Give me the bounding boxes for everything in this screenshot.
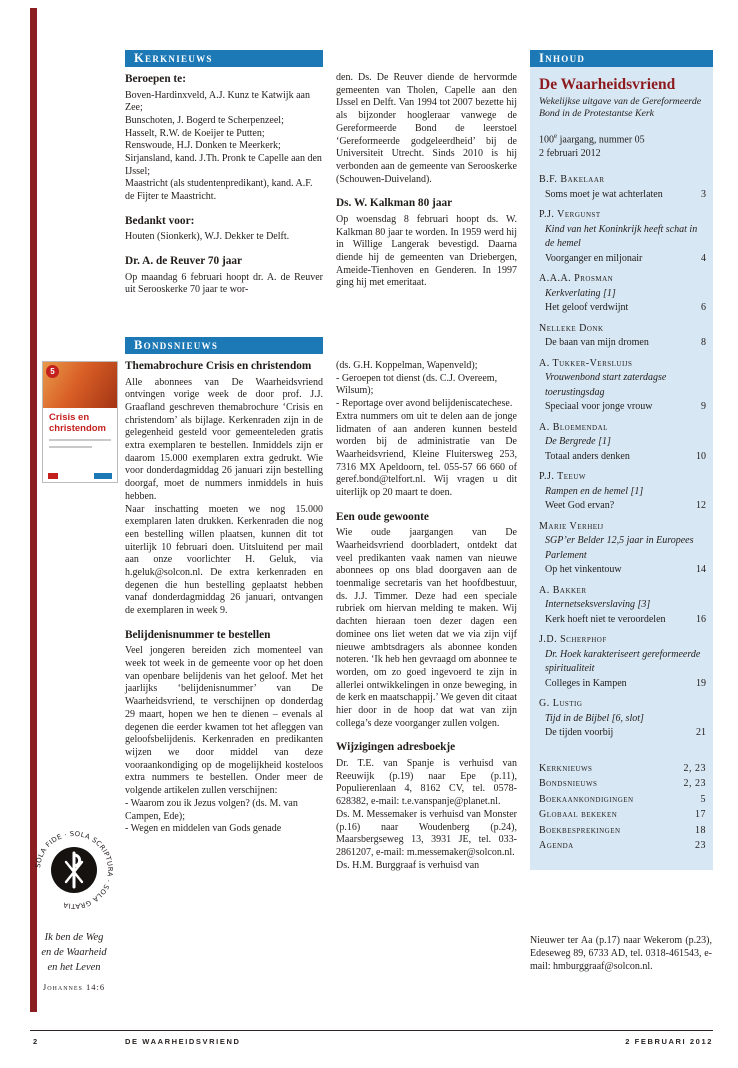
bondsnieuws-column-1 bbox=[125, 337, 323, 836]
toc-author: A. Tukker-Versluijs bbox=[539, 357, 633, 369]
article-heading-reuver: Dr. A. de Reuver 70 jaar bbox=[125, 255, 243, 268]
article-paragraph: Dr. T.E. van Spanje is verhuisd van Reeuwijk (p.19) naar Epe (p.11), Populierenlaan 4, 8162 CV, tel. 0578-628382, e-mail: t.e.vanspanje@planet.nl. bbox=[336, 757, 517, 808]
article-heading-adresboekje: Wijzigingen adresboekje bbox=[336, 741, 456, 754]
toc-page-number: 16 bbox=[696, 613, 706, 625]
footer-page-number: 2 bbox=[33, 1037, 39, 1046]
toc-subtitle: Dr. Hoek karakteriseert gereformeerde spiritualiteit bbox=[545, 648, 701, 675]
rubric-row: Agenda 23 bbox=[539, 840, 706, 852]
toc-entry bbox=[539, 633, 706, 691]
article-list-continuation: (ds. G.H. Koppelman, Wapenveld); bbox=[336, 360, 478, 371]
cover-red-mark bbox=[48, 473, 58, 479]
toc-entry bbox=[539, 520, 706, 578]
quote-line: en het Leven bbox=[47, 962, 101, 973]
bondsnieuws-column-2 bbox=[336, 360, 517, 872]
toc-entry bbox=[539, 357, 706, 415]
rubric-row: Bondsnieuws 2, 23 bbox=[539, 778, 706, 790]
article-heading-bedankt: Bedankt voor: bbox=[125, 214, 195, 227]
bible-quote bbox=[24, 930, 124, 995]
beroepen-item: Hasselt, R.W. de Koeijer te Putten; bbox=[125, 127, 265, 139]
issue-date: 2 februari 2012 bbox=[539, 147, 601, 159]
toc-title-line: Kerk hoeft niet te veroordelen 16 bbox=[539, 613, 706, 628]
toc-subtitle: Kind van het Koninkrijk heeft schat in de hemel bbox=[545, 223, 698, 250]
toc-entry bbox=[539, 584, 706, 628]
toc-author: Marie Verheij bbox=[539, 520, 604, 532]
beroepen-item: Boven-Hardinxveld, A.J. Kunz te Katwijk aan Zee; bbox=[125, 89, 310, 114]
article-heading-gewoonte: Een oude gewoonte bbox=[336, 510, 429, 523]
inhoud-sidebar bbox=[530, 50, 713, 870]
toc-page-number: 4 bbox=[701, 252, 706, 264]
article-paragraph: Extra nummers om uit te delen aan de jonge lidmaten of aan anderen kunnen besteld worden bij de administratie van De Waarheidsvriend, Kleine Fluitersweg 253, 7316 MX Apeldoorn, tel. 055-57 66 660 of geref.bond@telfort.nl. Wij vragen u dit uiterlijk op 20 maart te doen. bbox=[336, 410, 517, 499]
toc-title-line: De tijden voorbij 21 bbox=[539, 726, 706, 741]
footer-date: 2 FEBRUARI 2012 bbox=[625, 1037, 713, 1046]
toc-title-line: Soms moet je wat achterlaten 3 bbox=[539, 188, 706, 203]
toc-entry bbox=[539, 322, 706, 351]
toc-author: P.J. Teeuw bbox=[539, 471, 586, 483]
magazine-title: De Waarheidsvriend bbox=[539, 76, 676, 93]
toc-title-line: Voorganger en miljonair 4 bbox=[539, 252, 706, 267]
brochure-cover-thumbnail bbox=[42, 361, 118, 483]
toc-subtitle: Internetseksverslaving [3] bbox=[545, 599, 651, 611]
toc-author: A. Bakker bbox=[539, 584, 587, 596]
article-paragraph: Ds. H.M. Burggraaf is verhuisd van bbox=[336, 859, 480, 871]
article-list-item: - Geroepen tot dienst (ds. C.J. Overeem, Wilsum); bbox=[336, 372, 498, 397]
footer-magazine-name: DE WAARHEIDSVRIEND bbox=[125, 1037, 241, 1046]
address-note-continuation: Nieuwer ter Aa (p.17) naar Wekerom (p.23), Edeseweg 89, 6733 AD, tel. 0318-461543, e-mail: hmburggraaf@solcon.nl. bbox=[530, 935, 712, 972]
issue-info bbox=[539, 130, 706, 160]
article-list-item: - Reportage over avond belijdeniscatechese. bbox=[336, 398, 513, 410]
toc-author: A.A.A. Prosman bbox=[539, 273, 614, 285]
toc-rubrics bbox=[539, 761, 706, 854]
quote-source: Johannes 14:6 bbox=[42, 982, 106, 992]
rubric-row: Kerknieuws 2, 23 bbox=[539, 762, 706, 774]
article-heading-beroepen: Beroepen te: bbox=[125, 73, 186, 85]
issue-number-line: 100e jaargang, nummer 05 bbox=[539, 132, 645, 146]
beroepen-item: Maastricht (als studentenpredikant), kand. A.F. de Fijter te Maastricht. bbox=[125, 178, 313, 203]
article-heading-kalkman: Ds. W. Kalkman 80 jaar bbox=[336, 197, 453, 210]
kerknieuws-column-2 bbox=[336, 72, 517, 290]
section-header-bondsnieuws: Bondsnieuws bbox=[125, 337, 323, 354]
toc-page-number: 6 bbox=[701, 302, 706, 314]
article-paragraph: Naar inschatting moeten we nog 15.000 exemplaren laten drukken. Kerkenraden die nog een bestelling willen plaatsen, kunnen dit tot uiterlijk 10 februari doen. Uitsluitend per mail aan onze voorlichter H. Geluk, via h.geluk@solcon.nl. De extra kerkenraden en degenen die hun bestelling geplaatst hebben vanaf donderdagmiddag 26 januari, ontvangen de exemplaren in week 9. bbox=[125, 503, 323, 617]
cover-blue-mark bbox=[94, 473, 112, 479]
toc-subtitle: De Bergrede [1] bbox=[545, 436, 611, 448]
logo-ring-text: SOLA FIDE · SOLA SCRIPTURA · SOLA GRATIA bbox=[34, 829, 115, 911]
rubric-row: Boekbesprekingen 18 bbox=[539, 824, 706, 836]
toc-page-number: 9 bbox=[701, 401, 706, 413]
toc-entry bbox=[539, 272, 706, 316]
gereformeerde-bond-logo bbox=[30, 826, 118, 914]
toc-title-line: Op het vinkentouw 14 bbox=[539, 563, 706, 578]
bedankt-item: Houten (Sionkerk), W.J. Dekker te Delft. bbox=[125, 231, 290, 243]
toc-page-number: 19 bbox=[696, 677, 706, 689]
toc-entry bbox=[539, 697, 706, 741]
kerknieuws-column-1 bbox=[125, 50, 323, 297]
cover-footer-marks bbox=[48, 473, 112, 479]
toc-subtitle: SGP’er Belder 12,5 jaar in Europees Parlement bbox=[545, 535, 694, 561]
toc-subtitle: Kerkverlating [1] bbox=[545, 287, 616, 299]
toc-title-line: Totaal anders denken 10 bbox=[539, 450, 706, 465]
toc-page-number: 3 bbox=[701, 188, 706, 200]
article-heading-belijdenisnummer: Belijdenisnummer te bestellen bbox=[125, 628, 271, 641]
inhoud-panel bbox=[530, 67, 713, 870]
toc-author: G. Lustig bbox=[539, 698, 583, 710]
toc-title-line: Colleges in Kampen 19 bbox=[539, 677, 706, 692]
toc-page-number: 8 bbox=[701, 337, 706, 349]
article-paragraph: Alle abonnees van De Waarheidsvriend ontvingen vorige week de door prof. J.J. Graafland geschreven themabrochure ‘Crisis en christendom’ als bijlage. Kerkenraden zijn in de gelegenheid gesteld voor gemeenteleden gratis extra exemplaren te bestellen. Inmiddels zijn er daarom 15.000 exemplaren extra gedrukt. Wie voor donderdagmiddag 26 januari zijn bestelling doorgaf, moet de nummers inmiddels in huis hebben. bbox=[125, 376, 323, 502]
beroepen-item: Sirjansland, kand. J.Th. Pronk te Capelle aan den IJssel; bbox=[125, 153, 322, 177]
toc-title-line: Het geloof verdwijnt 6 bbox=[539, 301, 706, 316]
toc-page-number: 12 bbox=[696, 500, 706, 512]
toc-author: A. Bloemendal bbox=[539, 421, 608, 433]
article-heading-themabrochure: Themabrochure Crisis en christendom bbox=[125, 360, 312, 372]
rubric-row: Globaal bekeken 17 bbox=[539, 809, 706, 821]
article-paragraph: Ds. M. Messemaker is verhuisd van Monster (p.16) naar Woudenberg (p.24), Maarsbergseweg 13, 3931 JE, tel. 033-2861207, e-mail: m.messemaker@solcon.nl. bbox=[336, 808, 517, 858]
toc-subtitle: Tijd in de Bijbel [6, slot] bbox=[545, 712, 644, 724]
cover-issue-badge: 5 bbox=[46, 365, 59, 378]
toc-author: J.D. Scherphof bbox=[539, 634, 607, 646]
cover-photo bbox=[43, 362, 117, 408]
magazine-subtitle: Wekelijkse uitgave van de Gereformeerde Bond in de Protestantse Kerk bbox=[539, 96, 702, 119]
cover-title: Crisis en christendom bbox=[49, 412, 107, 434]
quote-line: Ik ben de Weg bbox=[44, 932, 104, 943]
toc-entry bbox=[539, 208, 706, 266]
article-list-item: - Wegen en middelen van Gods genade bbox=[125, 823, 282, 835]
article-paragraph: Op woensdag 8 februari hoopt ds. W. Kalkman 80 jaar te worden. In 1959 werd hij in Willige Langerak bevestigd. Daarna diende hij de gemeenten van Driebergen, Ameide-Tienhoven en Genderen. In 1997 ging hij met emeritaat. bbox=[336, 213, 517, 289]
rubric-row: Boekaankondigingen 5 bbox=[539, 793, 706, 805]
toc-entry bbox=[539, 421, 706, 465]
toc-entry bbox=[539, 173, 706, 202]
section-header-kerknieuws: Kerknieuws bbox=[125, 50, 323, 67]
toc-page-number: 10 bbox=[696, 450, 706, 462]
beroepen-item: Bunschoten, J. Bogerd te Scherpenzeel; bbox=[125, 114, 284, 126]
toc-title-line: Speciaal voor jonge vrouw 9 bbox=[539, 400, 706, 415]
toc-subtitle: Rampen en de hemel [1] bbox=[545, 485, 644, 497]
article-paragraph: Wie oude jaargangen van De Waarheidsvriend doorbladert, ontdekt dat veel predikanten vaak namen van nieuwe abonnees op ons blad doorgaven aan de toenmalige secretaris van het hoofdbestuur, ds. J.J. Timmer. Deze had een speciale rubriek om hiervan melding te maken. Wij dachten hieraan toen dezer dagen een dominee ons liet weten dat we via zijn vijf nieuwe ambtsdragers als abonnee konden noteren. ‘Ik heb hen gevraagd om abonnee te worden, om zo goed ingevoerd te zijn in allerlei ontwikkelingen in onze beweging, in de kerk en maatschappij.’ We geven dit citaat hier door in de hoop dat wat van zijn collega’s deze voorganger zullen volgen. bbox=[336, 527, 517, 729]
toc-author: P.J. Vergunst bbox=[539, 209, 601, 221]
beroepen-item: Renswoude, H.J. Donken te Meerkerk; bbox=[125, 140, 281, 152]
toc-title-line: De baan van mijn dromen 8 bbox=[539, 336, 706, 351]
article-paragraph: den. Ds. De Reuver diende de hervormde gemeenten van Tholen, Capelle aan den IJssel en Delft. Van 1994 tot 2007 bezette hij als bijzonder hoogleraar vanwege de Gereformeerde Bond de leerstoel ‘Gereformeerde godgeleerdheid’ bij de Universiteit Utrecht. Sinds 2010 is hij verbonden aan de gemeente van Serooskerke (Schouwen-Duiveland). bbox=[336, 72, 517, 185]
toc-author: B.F. Bakelaar bbox=[539, 174, 605, 186]
article-list-item: - Waarom zou ik Jezus volgen? (ds. M. van Campen, Ede); bbox=[125, 797, 298, 822]
toc-page-number: 21 bbox=[696, 727, 706, 739]
footer-rule bbox=[30, 1030, 713, 1031]
cover-text-line bbox=[49, 439, 111, 441]
toc-author: Nelleke Donk bbox=[539, 322, 604, 334]
toc-title-line: Weet God ervan? 12 bbox=[539, 499, 706, 514]
section-header-inhoud: Inhoud bbox=[530, 50, 713, 67]
cover-text-line bbox=[49, 446, 92, 448]
article-paragraph: Veel jongeren bereiden zich momenteel van week tot week in de gemeente voor op het doen van openbare belijdenis van het geloof. Met het jaarlijks ‘belijdenisnummer’ van De Waarheidsvriend, te verschijnen op donderdag 29 maart, hopen we hen te dienen – evenals al degenen die eerder kwamen tot het afleggen van geloofsbelijdenis. Kerkenraden en predikanten wijzen we door middel van deze vooraankondiging op de mogelijkheid kosteloos extra nummers te bestellen. Onder meer de volgende artikelen zullen verschijnen: bbox=[125, 645, 323, 797]
article-paragraph: Op maandag 6 februari hoopt dr. A. de Reuver uit Serooskerke 70 jaar te wor- bbox=[125, 271, 323, 296]
toc-subtitle: Vrouwenbond start zaterdagse toerustingsdag bbox=[545, 372, 667, 398]
toc-page-number: 14 bbox=[696, 564, 706, 576]
quote-line: en de Waarheid bbox=[41, 947, 107, 958]
toc-entry bbox=[539, 470, 706, 514]
